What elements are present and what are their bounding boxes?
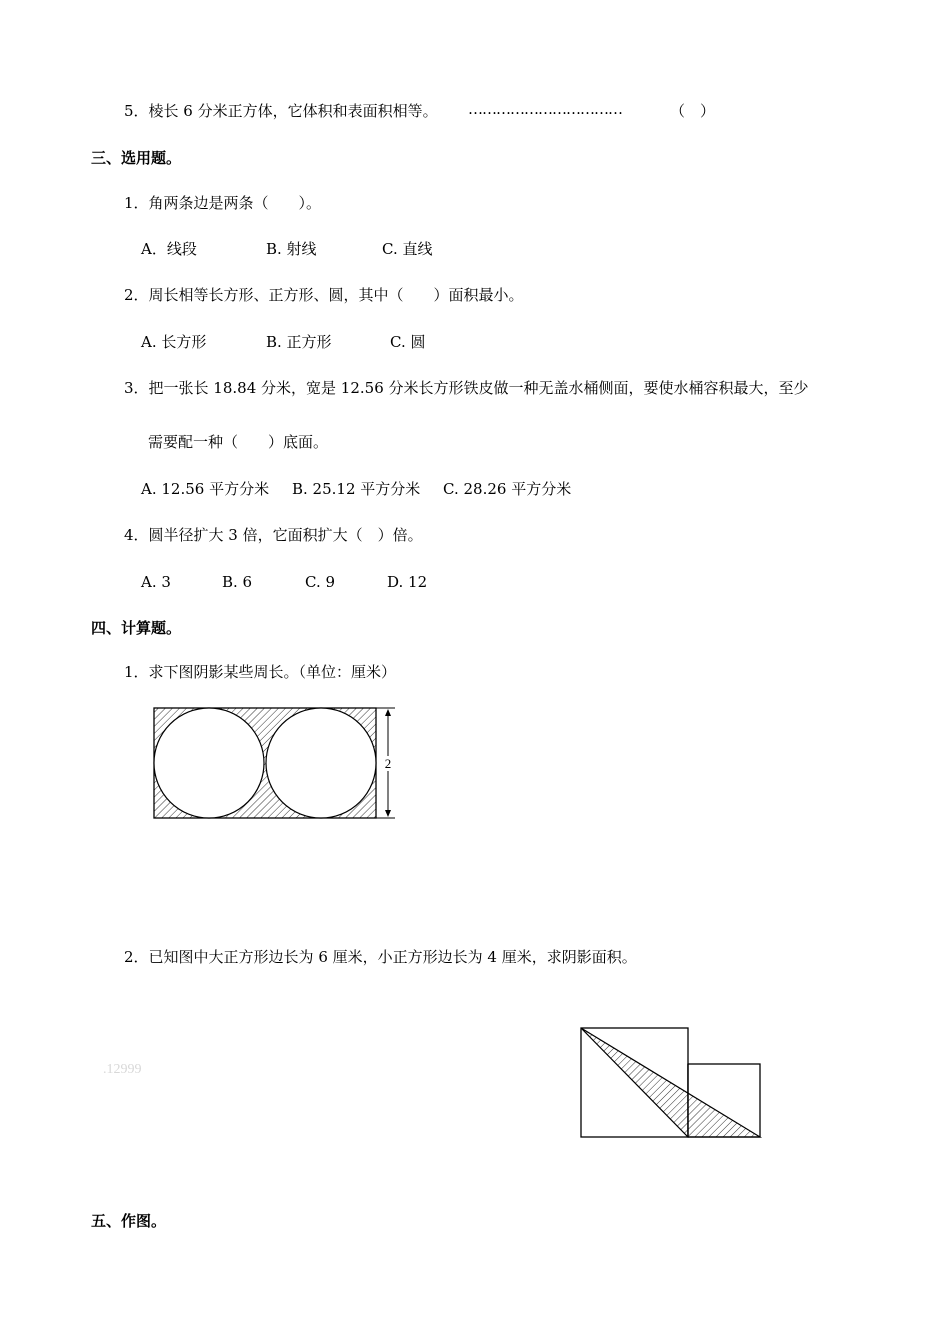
section-4-heading: 四、计算题。: [91, 619, 182, 637]
option-3-1-b: B. 射线: [266, 240, 317, 258]
option-3-2-b: B. 正方形: [266, 333, 332, 351]
dimension-label: 2: [384, 756, 392, 771]
question-3-2: 2．周长相等长方形、正方形、圆，其中（ ）面积最小。: [124, 286, 524, 304]
figure-two-squares: [576, 1022, 768, 1144]
answer-paren: （ ）: [670, 102, 716, 120]
question-3-3-line-2: 需要配一种（ ）底面。: [148, 433, 329, 451]
right-circle: [266, 708, 376, 818]
left-circle: [154, 708, 264, 818]
question-4-2: 2．已知图中大正方形边长为 6 厘米，小正方形边长为 4 厘米，求阴影面积。: [124, 948, 637, 966]
dot-leader: ……………………………: [468, 100, 622, 118]
option-3-4-b: B. 6: [222, 573, 253, 591]
figure-two-circles: [150, 702, 400, 824]
question-3-4: 4．圆半径扩大 3 倍，它面积扩大（ ）倍。: [124, 526, 423, 544]
option-3-3-c: C. 28.26 平方分米: [443, 480, 572, 498]
option-3-4-a: A. 3: [141, 573, 171, 591]
option-3-4-c: C. 9: [305, 573, 336, 591]
question-2-5: 5．棱长 6 分米正方体，它体积和表面积相等。: [124, 102, 438, 120]
option-3-1-a: A．线段: [141, 240, 197, 258]
question-3-1: 1．角两条边是两条（ ）。: [124, 194, 322, 212]
option-3-4-d: D. 12: [387, 573, 428, 591]
option-3-3-b: B. 25.12 平方分米: [292, 480, 421, 498]
section-5-heading: 五、作图。: [91, 1212, 167, 1230]
watermark: .12999: [103, 1062, 142, 1077]
option-3-2-c: C. 圆: [390, 333, 426, 351]
option-3-1-c: C. 直线: [382, 240, 433, 258]
option-3-2-a: A. 长方形: [141, 333, 207, 351]
section-3-heading: 三、选用题。: [91, 149, 182, 167]
question-3-3-line-1: 3．把一张长 18.84 分米，宽是 12.56 分米长方形铁皮做一种无盖水桶侧面，要使水桶容积最大，至少: [124, 379, 809, 397]
option-3-3-a: A. 12.56 平方分米: [141, 480, 270, 498]
question-4-1: 1．求下图阴影某些周长。（单位：厘米）: [124, 663, 397, 681]
